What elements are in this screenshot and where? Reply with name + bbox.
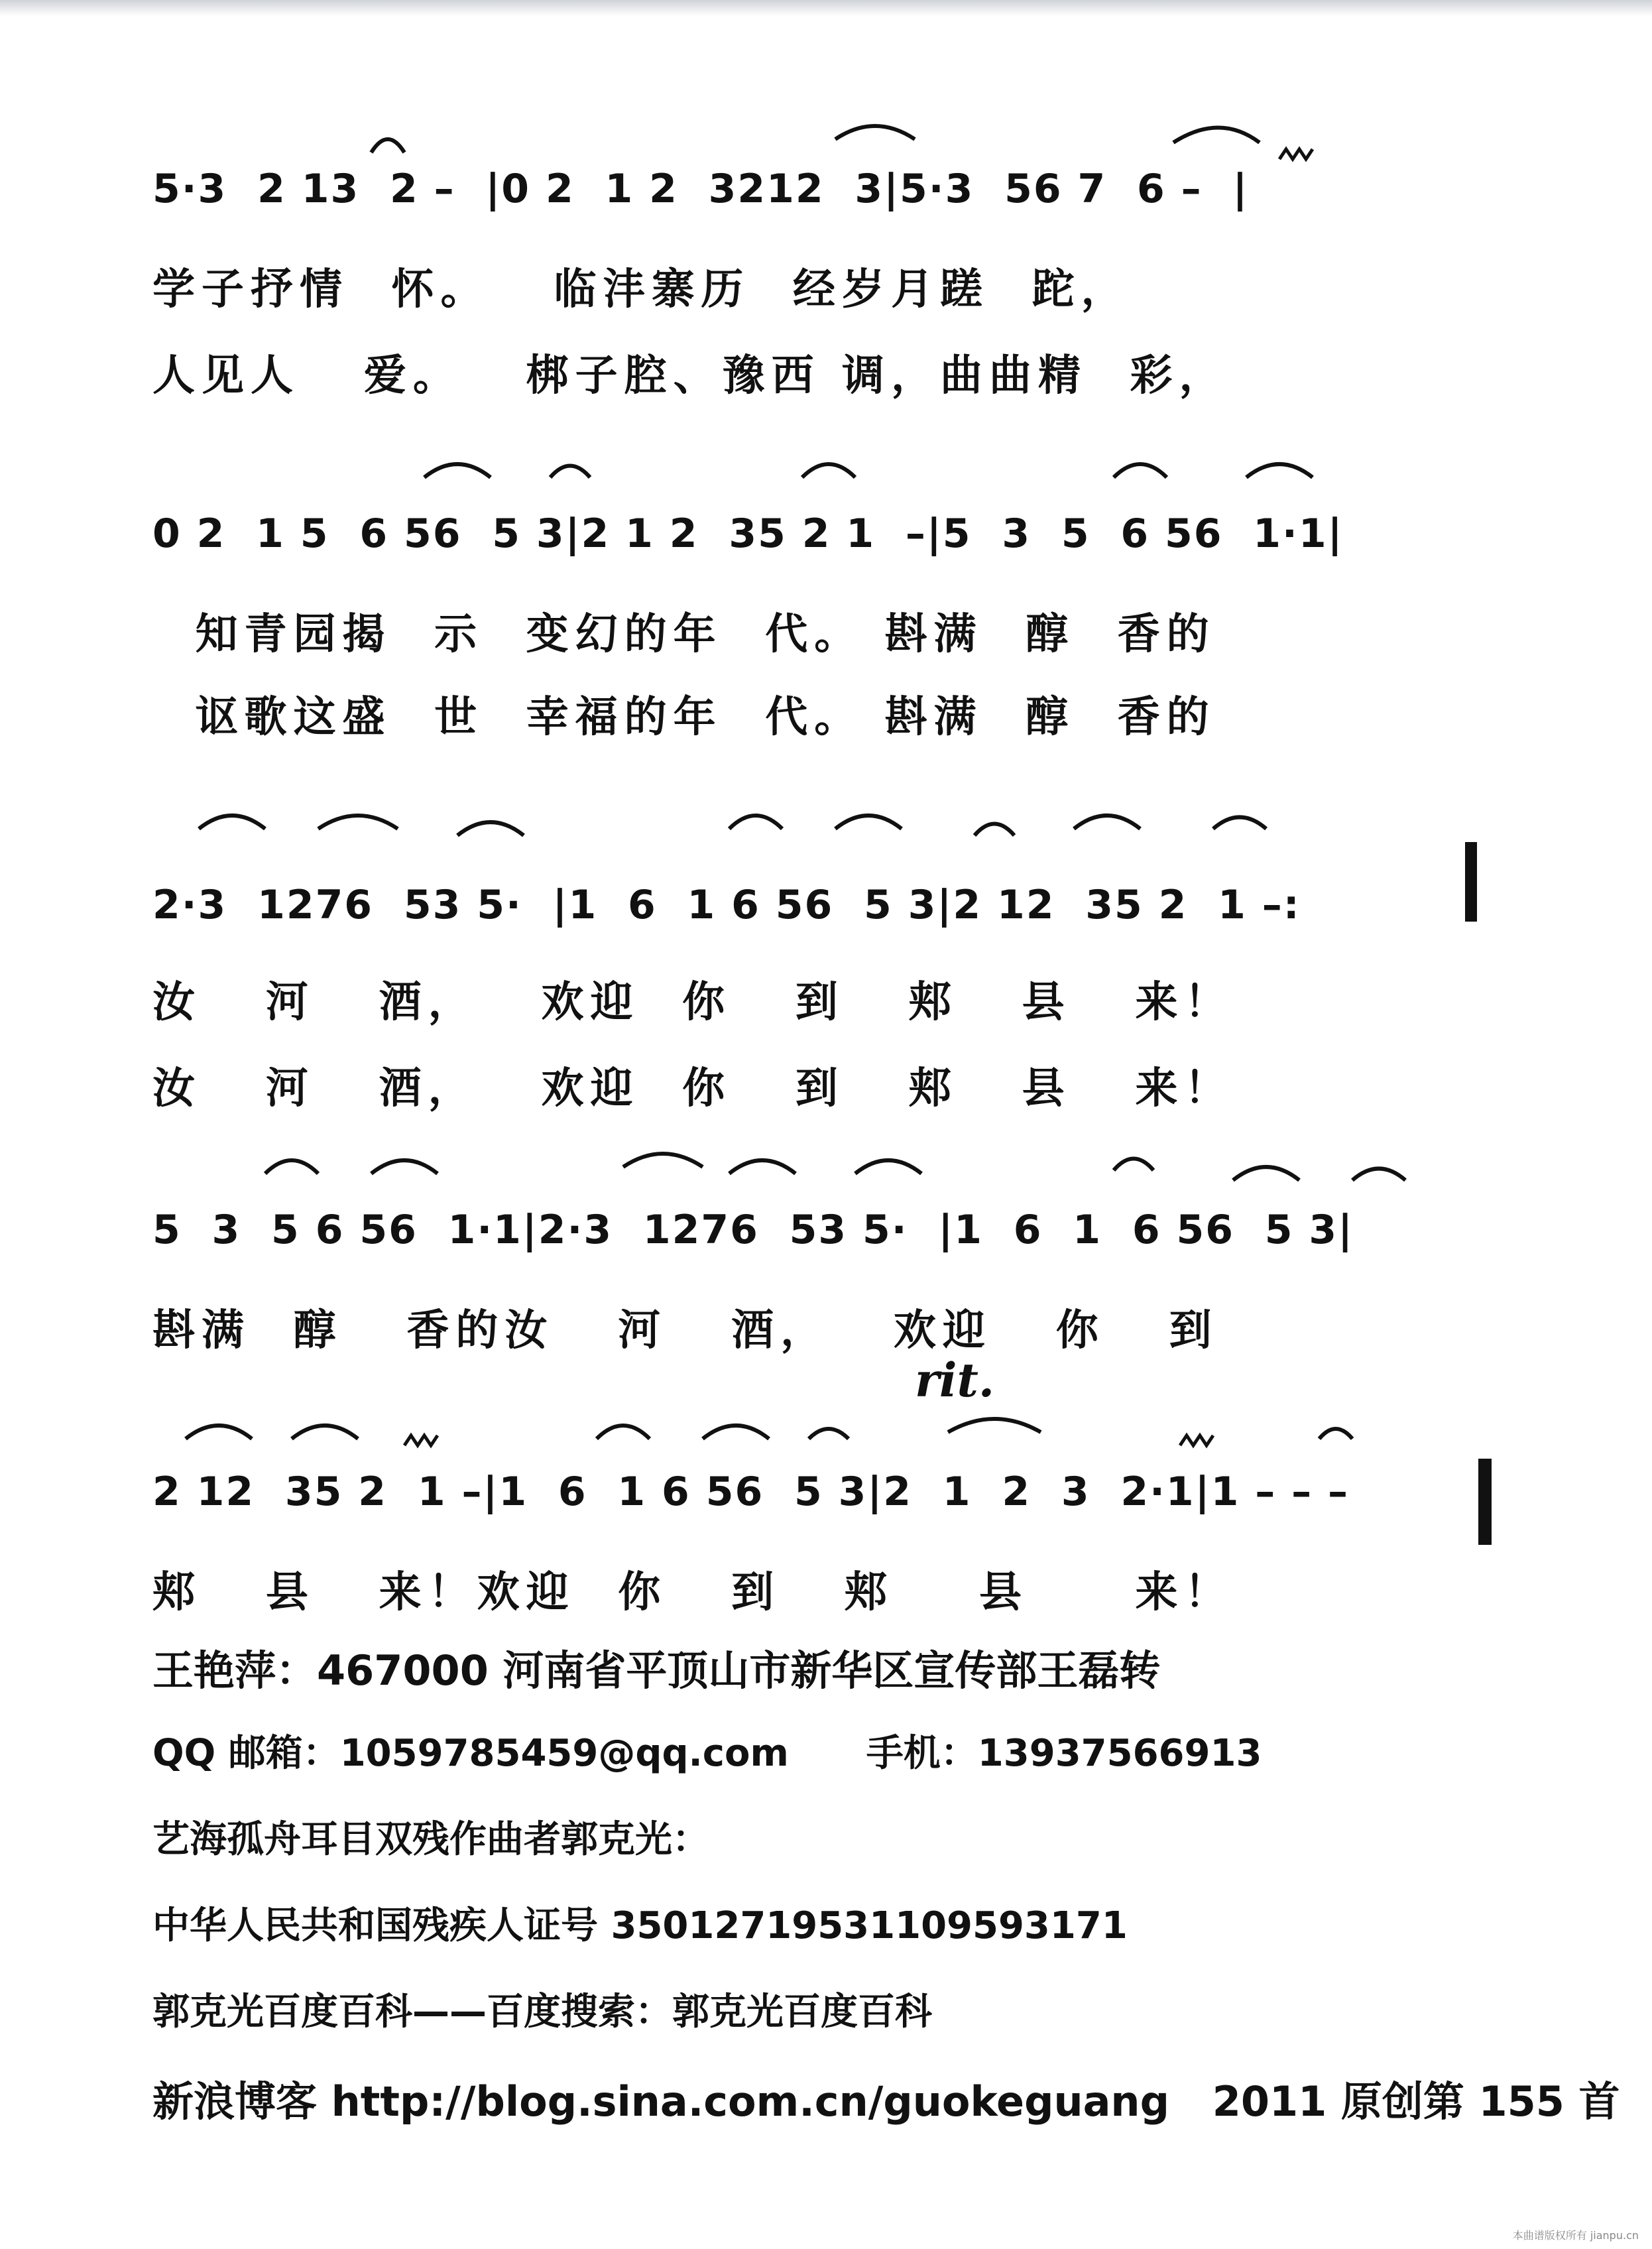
ritardando-marking: rit. — [915, 1353, 995, 1408]
lyric-verse-2: 讴歌这盛 世 幸福的年 代。 斟满 醇 香的 — [152, 693, 1216, 742]
score-system-3 — [0, 729, 1652, 1113]
baidu-baike: 郭克光百度百科——百度搜索：郭克光百度百科 — [152, 1990, 932, 2034]
notation-line: 5·3 2 13 2 – |0 2 1 2 3212 3|5·3 56 7 6 – | — [152, 166, 1249, 212]
contact-address: 王艳萍：467000 河南省平顶山市新华区宣传部王磊转 — [152, 1646, 1161, 1695]
sina-blog: 新浪博客 http://blog.sina.com.cn/guokeguang 2011 原创第 155 首 — [152, 2077, 1620, 2126]
lyric-verse-2: 人见人 爱。 梆子腔、豫西 调，曲曲精 彩， — [152, 351, 1228, 400]
score-system-1 — [0, 0, 1652, 400]
score-system-2 — [0, 358, 1652, 742]
lyric-verse-2: 汝 河 酒， 欢迎 你 到 郏 县 来！ — [152, 1064, 1234, 1113]
lyric-verse-1: 学子抒情 怀。 临沣寨历 经岁月蹉 跎， — [152, 265, 1130, 314]
notation-line: 2 12 35 2 1 –|1 6 1 6 56 5 3|2 1 2 3 2·1|1 – – – — [152, 1469, 1349, 1515]
lyric-verse-1: 斟满 醇 香的汝 河 酒， 欢迎 你 到 — [152, 1306, 1218, 1355]
disability-id: 中华人民共和国残疾人证号 35012719531109593171 — [152, 1904, 1128, 1947]
watermark: 本曲谱版权所有 jianpu.cn — [1512, 2229, 1639, 2242]
lyric-verse-1: 汝 河 酒， 欢迎 你 到 郏 县 来！ — [152, 978, 1234, 1027]
notation-line: 2·3 1276 53 5· |1 6 1 6 56 5 3|2 12 35 2 1 –: — [152, 882, 1301, 928]
composer-title: 艺海孤舟耳目双残作曲者郭克光： — [152, 1818, 709, 1861]
notation-line: 5 3 5 6 56 1·1|2·3 1276 53 5· |1 6 1 6 56 5 3| — [152, 1207, 1354, 1253]
lyric-verse-1: 郏 县 来！欢迎 你 到 郏 县 来！ — [152, 1568, 1234, 1617]
notation-line: 0 2 1 5 6 56 5 3|2 1 2 35 2 1 –|5 3 5 6 56 1·1| — [152, 511, 1344, 557]
contact-email-phone: QQ 邮箱：1059785459@qq.com 手机：13937566913 — [152, 1732, 1262, 1775]
lyric-verse-1: 知青园揭 示 变幻的年 代。 斟满 醇 香的 — [152, 610, 1216, 659]
